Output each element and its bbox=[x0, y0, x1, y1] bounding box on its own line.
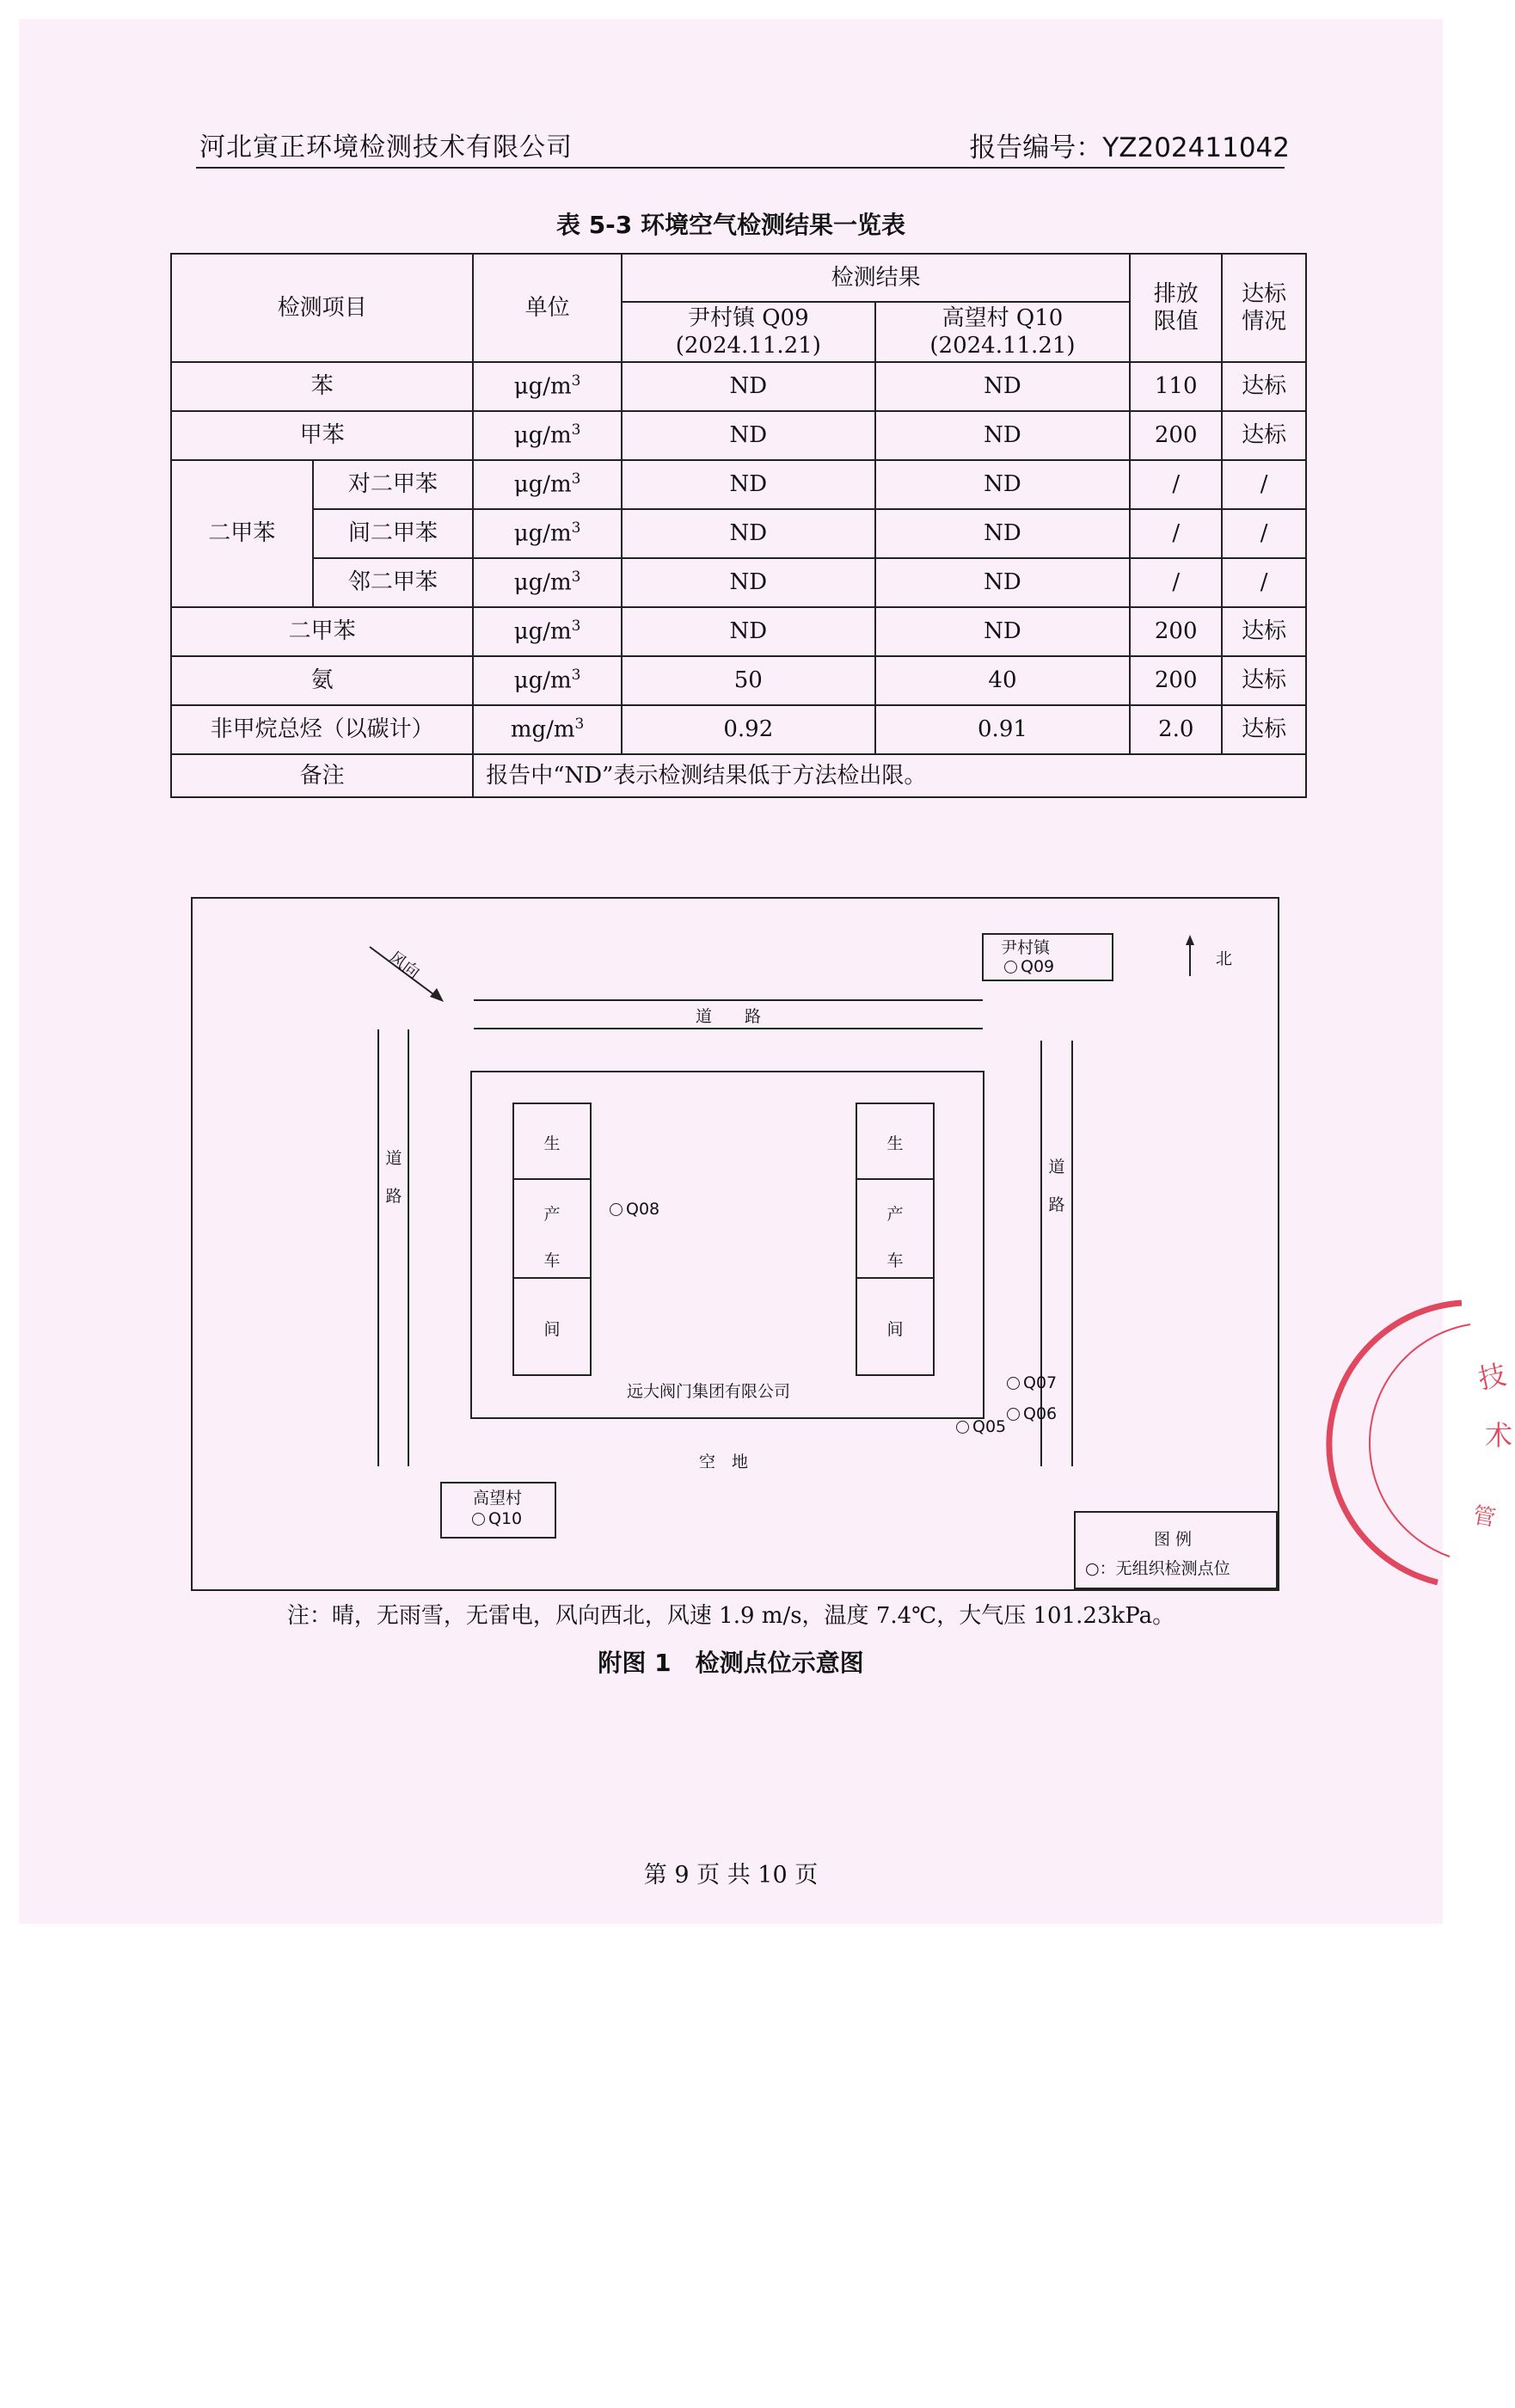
header-q10: 高望村 Q10 (2024.11.21) bbox=[875, 302, 1131, 362]
workshop-divider bbox=[512, 1178, 592, 1180]
company-label: 远大阀门集团有限公司 bbox=[627, 1382, 791, 1401]
q09-value: ND bbox=[622, 362, 875, 411]
table-row bbox=[171, 362, 1306, 411]
remark-row bbox=[171, 754, 1306, 797]
q10-value: 40 bbox=[875, 656, 1131, 705]
limit-value: 200 bbox=[1130, 411, 1222, 460]
company-name: 河北寅正环境检测技术有限公司 bbox=[199, 132, 573, 163]
status-value: 达标 bbox=[1222, 411, 1306, 460]
legend-title: 图 例 bbox=[1154, 1530, 1193, 1549]
figure-note: 注：晴，无雨雪，无雷电，风向西北，风速 1.9 m/s，温度 7.4℃，大气压 101.23kPa。 bbox=[286, 1603, 1175, 1629]
village-north-label: 尹村镇 bbox=[1001, 938, 1051, 957]
item-cell: 间二甲苯 bbox=[313, 509, 474, 558]
q10-value: ND bbox=[875, 607, 1131, 656]
point-q08: Q08 bbox=[610, 1200, 659, 1219]
status-value: / bbox=[1222, 460, 1306, 509]
remark-text: 报告中“ND”表示检测结果低于方法检出限。 bbox=[473, 754, 1306, 797]
point-marker-icon bbox=[610, 1203, 623, 1216]
point-q06: Q06 bbox=[1007, 1404, 1057, 1423]
north-label: 北 bbox=[1216, 949, 1233, 968]
table-title: 表 5-3 环境空气检测结果一览表 bbox=[555, 211, 906, 239]
unit-cell: $\mu g/m^3$ bbox=[473, 411, 622, 460]
unit-cell: $\mu g/m^3$ bbox=[473, 558, 622, 607]
header-unit: 单位 bbox=[473, 254, 622, 362]
report-number: 报告编号：YZ202411042 bbox=[969, 132, 1290, 163]
q09-value: 50 bbox=[622, 656, 875, 705]
q10-value: ND bbox=[875, 460, 1131, 509]
q09-value: ND bbox=[622, 509, 875, 558]
limit-value: 2.0 bbox=[1130, 705, 1222, 754]
item-cell: 苯 bbox=[171, 362, 473, 411]
workshop-divider bbox=[512, 1277, 592, 1279]
workshop-divider bbox=[856, 1277, 935, 1279]
status-value: / bbox=[1222, 558, 1306, 607]
limit-value: / bbox=[1130, 509, 1222, 558]
item-cell: 二甲苯 bbox=[171, 607, 473, 656]
point-marker-icon bbox=[1007, 1408, 1020, 1421]
header-status: 达标 情况 bbox=[1222, 254, 1306, 362]
status-value: 达标 bbox=[1222, 362, 1306, 411]
open-land-label: 空 地 bbox=[699, 1453, 749, 1471]
table-row bbox=[171, 509, 1306, 558]
remark-label: 备注 bbox=[171, 754, 473, 797]
workshop-right-char-4: 间 bbox=[886, 1320, 904, 1339]
point-q10: Q10 bbox=[472, 1509, 522, 1528]
item-cell: 甲苯 bbox=[171, 411, 473, 460]
site-map bbox=[191, 897, 1279, 1591]
wind-label: 风向 bbox=[385, 948, 423, 983]
q10-value: ND bbox=[875, 558, 1131, 607]
unit-cell: $\mu g/m^3$ bbox=[473, 607, 622, 656]
table-row bbox=[171, 656, 1306, 705]
table-row bbox=[171, 607, 1306, 656]
unit-cell: $\mu g/m^3$ bbox=[473, 362, 622, 411]
header-rule bbox=[196, 167, 1285, 169]
svg-text:术: 术 bbox=[1485, 1419, 1513, 1452]
q09-value: ND bbox=[622, 460, 875, 509]
road-left-line bbox=[377, 1029, 379, 1466]
road-right-line bbox=[1040, 1041, 1042, 1466]
workshop-right-char-1: 生 bbox=[886, 1134, 904, 1153]
unit-cell: $\mu g/m^3$ bbox=[473, 509, 622, 558]
seal-stamp-icon bbox=[1386, 1299, 1515, 1591]
point-marker-icon bbox=[1004, 961, 1017, 974]
workshop-left-char-1: 生 bbox=[543, 1134, 561, 1153]
unit-cell: $mg/m^3$ bbox=[473, 705, 622, 754]
status-value: 达标 bbox=[1222, 656, 1306, 705]
item-cell: 邻二甲苯 bbox=[313, 558, 474, 607]
q09-value: ND bbox=[622, 558, 875, 607]
point-marker-icon bbox=[472, 1513, 485, 1526]
village-south-label: 高望村 bbox=[473, 1489, 523, 1508]
table-row bbox=[171, 411, 1306, 460]
table-row bbox=[171, 460, 1306, 509]
point-q05: Q05 bbox=[956, 1417, 1006, 1436]
xylene-group-cell: 二甲苯 bbox=[171, 460, 313, 607]
item-cell: 非甲烷总烃（以碳计） bbox=[171, 705, 473, 754]
road-top-line bbox=[474, 1028, 983, 1029]
status-value: 达标 bbox=[1222, 607, 1306, 656]
point-marker-icon bbox=[956, 1421, 969, 1434]
svg-text:管: 管 bbox=[1470, 1502, 1498, 1533]
results-table bbox=[170, 253, 1307, 798]
header-limit: 排放 限值 bbox=[1130, 254, 1222, 362]
q09-value: 0.92 bbox=[622, 705, 875, 754]
q10-value: ND bbox=[875, 411, 1131, 460]
item-cell: 氨 bbox=[171, 656, 473, 705]
road-right-label: 道 路 bbox=[1048, 1158, 1065, 1214]
table-row bbox=[171, 705, 1306, 754]
point-marker-icon bbox=[1007, 1377, 1020, 1390]
point-q07: Q07 bbox=[1007, 1373, 1057, 1392]
road-left-line bbox=[408, 1029, 409, 1466]
q10-value: ND bbox=[875, 362, 1131, 411]
workshop-left-char-4: 间 bbox=[543, 1320, 561, 1339]
limit-value: / bbox=[1130, 558, 1222, 607]
header-q09: 尹村镇 Q09 (2024.11.21) bbox=[622, 302, 875, 362]
north-arrow-icon bbox=[1181, 935, 1199, 978]
road-right-line bbox=[1071, 1041, 1073, 1466]
q10-value: ND bbox=[875, 509, 1131, 558]
road-top-label: 道 路 bbox=[696, 1007, 762, 1026]
unit-cell: $\mu g/m^3$ bbox=[473, 656, 622, 705]
limit-value: 200 bbox=[1130, 656, 1222, 705]
workshop-left-char-3: 车 bbox=[543, 1251, 561, 1270]
status-value: / bbox=[1222, 509, 1306, 558]
page-number: 第 9 页 共 10 页 bbox=[643, 1862, 819, 1889]
item-cell: 对二甲苯 bbox=[313, 460, 474, 509]
table-row bbox=[171, 558, 1306, 607]
header-item: 检测项目 bbox=[171, 254, 473, 362]
status-value: 达标 bbox=[1222, 705, 1306, 754]
limit-value: 200 bbox=[1130, 607, 1222, 656]
unit-cell: $\mu g/m^3$ bbox=[473, 460, 622, 509]
svg-text:技: 技 bbox=[1475, 1357, 1509, 1396]
workshop-right-char-3: 车 bbox=[886, 1251, 904, 1270]
workshop-divider bbox=[856, 1178, 935, 1180]
q09-value: ND bbox=[622, 411, 875, 460]
road-top-line bbox=[474, 999, 983, 1001]
point-q09: Q09 bbox=[1004, 957, 1054, 976]
q09-value: ND bbox=[622, 607, 875, 656]
limit-value: / bbox=[1130, 460, 1222, 509]
q10-value: 0.91 bbox=[875, 705, 1131, 754]
workshop-left-char-2: 产 bbox=[543, 1205, 561, 1224]
header-results: 检测结果 bbox=[622, 254, 1130, 302]
figure-title: 附图 1 检测点位示意图 bbox=[598, 1649, 864, 1677]
limit-value: 110 bbox=[1130, 362, 1222, 411]
table-header-row bbox=[171, 254, 1306, 302]
legend-item: ○：无组织检测点位 bbox=[1085, 1559, 1230, 1578]
workshop-right-char-2: 产 bbox=[886, 1205, 904, 1224]
road-left-label: 道 路 bbox=[385, 1149, 402, 1206]
